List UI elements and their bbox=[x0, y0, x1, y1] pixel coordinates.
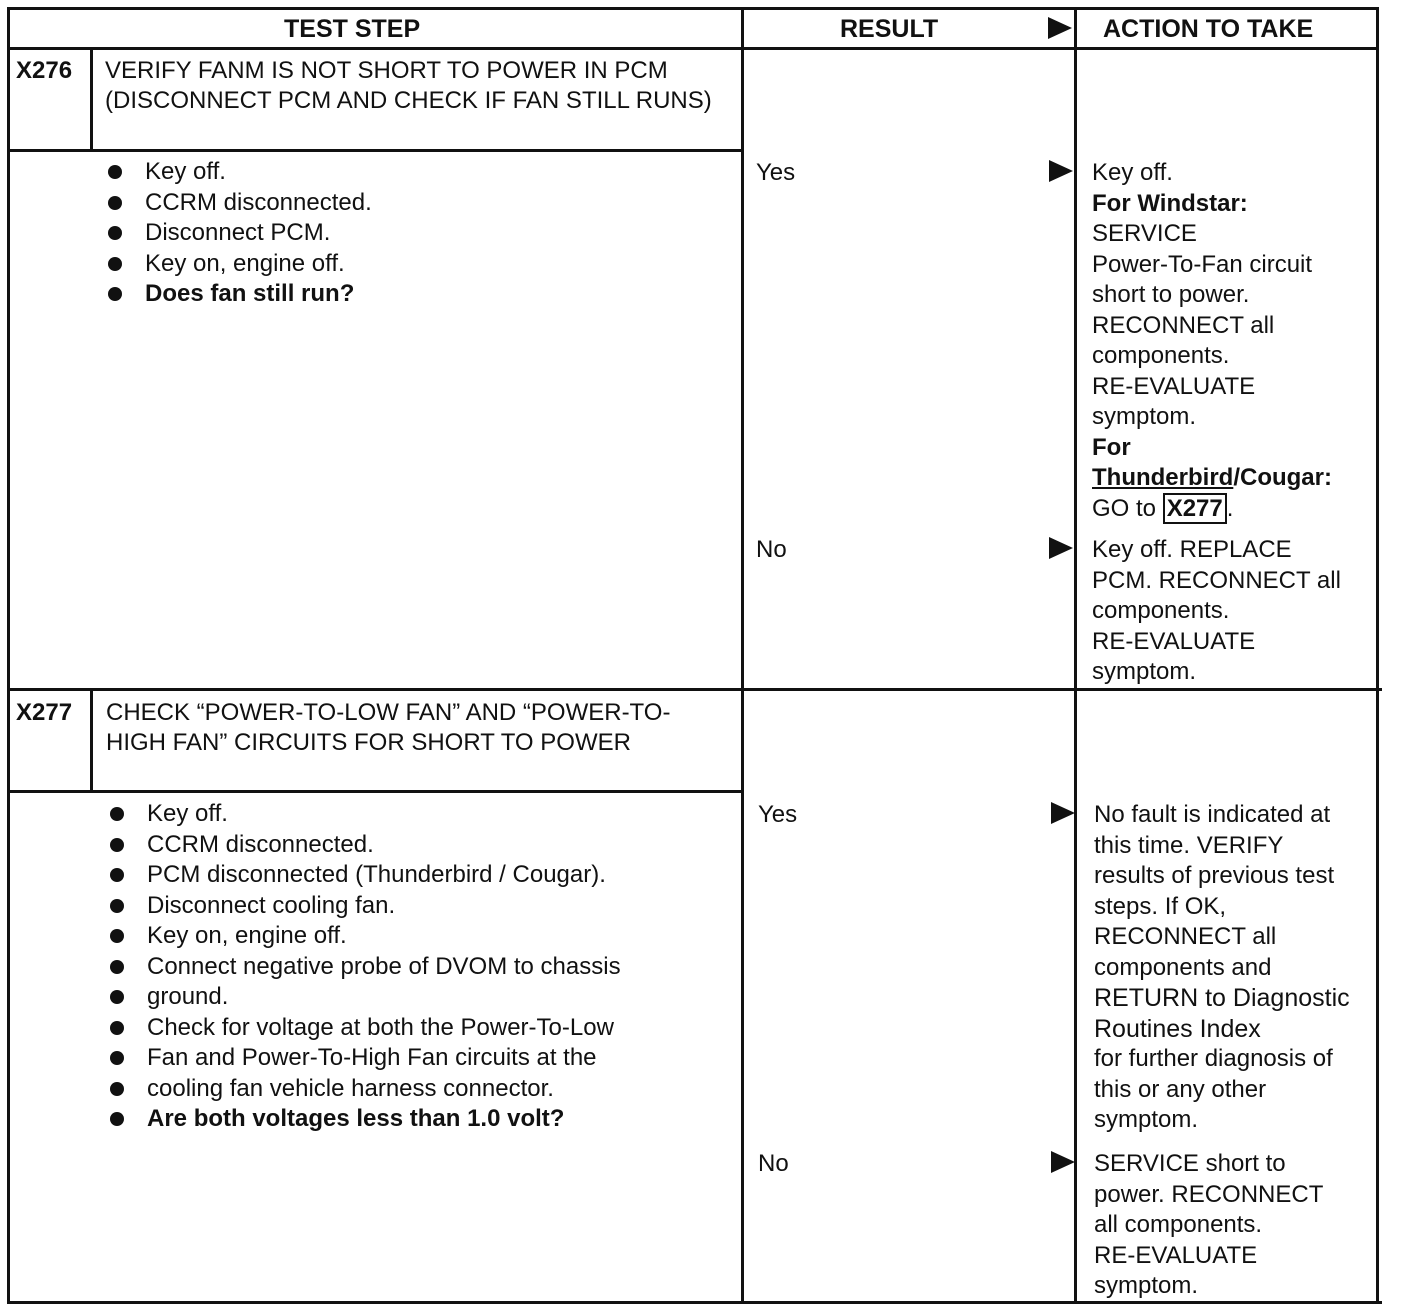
action-line: for further diagnosis of bbox=[1094, 1045, 1333, 1072]
bullet-item: Disconnect cooling fan. bbox=[106, 891, 621, 922]
step-id: X276 bbox=[16, 57, 73, 84]
action-line: RECONNECT all bbox=[1092, 311, 1275, 339]
action-line: components. bbox=[1092, 342, 1230, 369]
result-yes: Yes bbox=[756, 159, 796, 186]
action-line: SERVICE short to bbox=[1094, 1150, 1286, 1177]
action-line: all components. bbox=[1094, 1211, 1263, 1238]
result-arrow-icon bbox=[1051, 1151, 1075, 1173]
result-arrow-icon bbox=[1051, 802, 1075, 824]
action-line: RE-EVALUATE bbox=[1092, 627, 1256, 655]
bullet-continuation: cooling fan vehicle harness connector. bbox=[106, 1074, 621, 1105]
action-yes bbox=[1094, 800, 1350, 1136]
bullet-question: Does fan still run? bbox=[104, 279, 372, 310]
border-left bbox=[7, 7, 10, 1304]
bullet-item: Key on, engine off. bbox=[106, 921, 621, 952]
action-line: PCM. RECONNECT all bbox=[1092, 566, 1341, 594]
action-line: RECONNECT all bbox=[1094, 923, 1277, 950]
bullet-item: Key off. bbox=[106, 799, 621, 830]
action-line: For Windstar: bbox=[1092, 189, 1248, 217]
header-divider bbox=[7, 47, 1378, 50]
result-no: No bbox=[756, 536, 787, 563]
action-line: symptom. bbox=[1092, 403, 1197, 430]
step-divider bbox=[7, 688, 1382, 691]
bullet-question: Are both voltages less than 1.0 volt? bbox=[106, 1104, 621, 1135]
action-line: For bbox=[1092, 433, 1131, 461]
bullet-continuation: ground. bbox=[106, 982, 621, 1013]
col-divider-result bbox=[741, 7, 744, 1304]
action-line bbox=[1092, 463, 1332, 494]
bullet-item: Disconnect PCM. bbox=[104, 218, 372, 249]
action-goto: GO to bbox=[1092, 494, 1157, 522]
action-line: Key off. bbox=[1092, 159, 1173, 186]
col-divider-action bbox=[1074, 7, 1077, 1304]
action-no bbox=[1092, 535, 1341, 688]
step-title: CHECK “POWER-TO-LOW FAN” AND “POWER-TO-HIGH FAN” CIRCUITS FOR SHORT TO POWER bbox=[106, 699, 671, 756]
action-line: SERVICE bbox=[1092, 220, 1197, 247]
bullet-item: Key off. bbox=[104, 157, 372, 188]
header-test-step: TEST STEP bbox=[284, 15, 421, 43]
action-yes bbox=[1092, 158, 1332, 524]
action-line: symptom. bbox=[1094, 1106, 1199, 1133]
bullet-item: Connect negative probe of DVOM to chassis bbox=[106, 952, 621, 983]
result-arrow-icon bbox=[1049, 537, 1073, 559]
action-line: RE-EVALUATE bbox=[1094, 1241, 1258, 1269]
bullet-item: Check for voltage at both the Power-To-Low bbox=[106, 1013, 621, 1044]
action-line: power. RECONNECT bbox=[1094, 1180, 1324, 1208]
action-line: No fault is indicated at bbox=[1094, 801, 1331, 828]
action-period: . bbox=[1226, 494, 1234, 522]
bullet-item: CCRM disconnected. bbox=[104, 188, 372, 219]
step-ref-link[interactable]: X277 bbox=[1163, 493, 1227, 524]
step-bullets bbox=[106, 799, 621, 1135]
header-action: ACTION TO TAKE bbox=[1103, 15, 1314, 43]
border-right bbox=[1376, 7, 1379, 1304]
action-line: steps. If OK, bbox=[1094, 892, 1227, 920]
header-result: RESULT bbox=[840, 15, 939, 43]
action-line: Power-To-Fan circuit bbox=[1092, 250, 1313, 278]
action-line: Routines Index bbox=[1094, 1014, 1261, 1043]
id-divider-1 bbox=[90, 47, 93, 151]
title-underline-1 bbox=[7, 149, 743, 152]
result-arrow-icon bbox=[1049, 160, 1073, 182]
step-title: VERIFY FANM IS NOT SHORT TO POWER IN PCM (DISCONNECT PCM AND CHECK IF FAN STILL RUNS) bbox=[105, 57, 712, 114]
result-no: No bbox=[758, 1150, 789, 1177]
result-yes: Yes bbox=[758, 801, 798, 828]
action-line: symptom. bbox=[1092, 658, 1197, 685]
action-line: this time. VERIFY bbox=[1094, 831, 1284, 859]
action-no bbox=[1094, 1149, 1323, 1302]
bullet-item: CCRM disconnected. bbox=[106, 830, 621, 861]
action-vehicle-suffix: /Cougar: bbox=[1233, 464, 1332, 491]
title-underline-2 bbox=[7, 790, 743, 793]
action-line: results of previous test bbox=[1094, 862, 1335, 889]
action-line: short to power. bbox=[1092, 281, 1250, 308]
bullet-item: Key on, engine off. bbox=[104, 249, 372, 280]
bullet-item: PCM disconnected (Thunderbird / Cougar). bbox=[106, 860, 621, 891]
action-line: symptom. bbox=[1094, 1272, 1199, 1299]
step-bullets bbox=[104, 157, 372, 310]
step-id: X277 bbox=[16, 699, 73, 726]
action-line: this or any other bbox=[1094, 1075, 1267, 1103]
action-line: components. bbox=[1092, 597, 1230, 624]
action-line bbox=[1092, 494, 1332, 525]
border-top bbox=[7, 7, 1378, 10]
id-divider-2 bbox=[90, 688, 93, 792]
action-line: Key off. REPLACE bbox=[1092, 536, 1292, 563]
bullet-continuation: Fan and Power-To-High Fan circuits at the bbox=[106, 1043, 621, 1074]
header-arrow-icon bbox=[1048, 17, 1072, 39]
action-vehicle: Thunderbird bbox=[1092, 464, 1234, 491]
action-line: RETURN to Diagnostic bbox=[1094, 984, 1350, 1012]
action-line: components and bbox=[1094, 953, 1272, 981]
action-line: RE-EVALUATE bbox=[1092, 372, 1256, 400]
